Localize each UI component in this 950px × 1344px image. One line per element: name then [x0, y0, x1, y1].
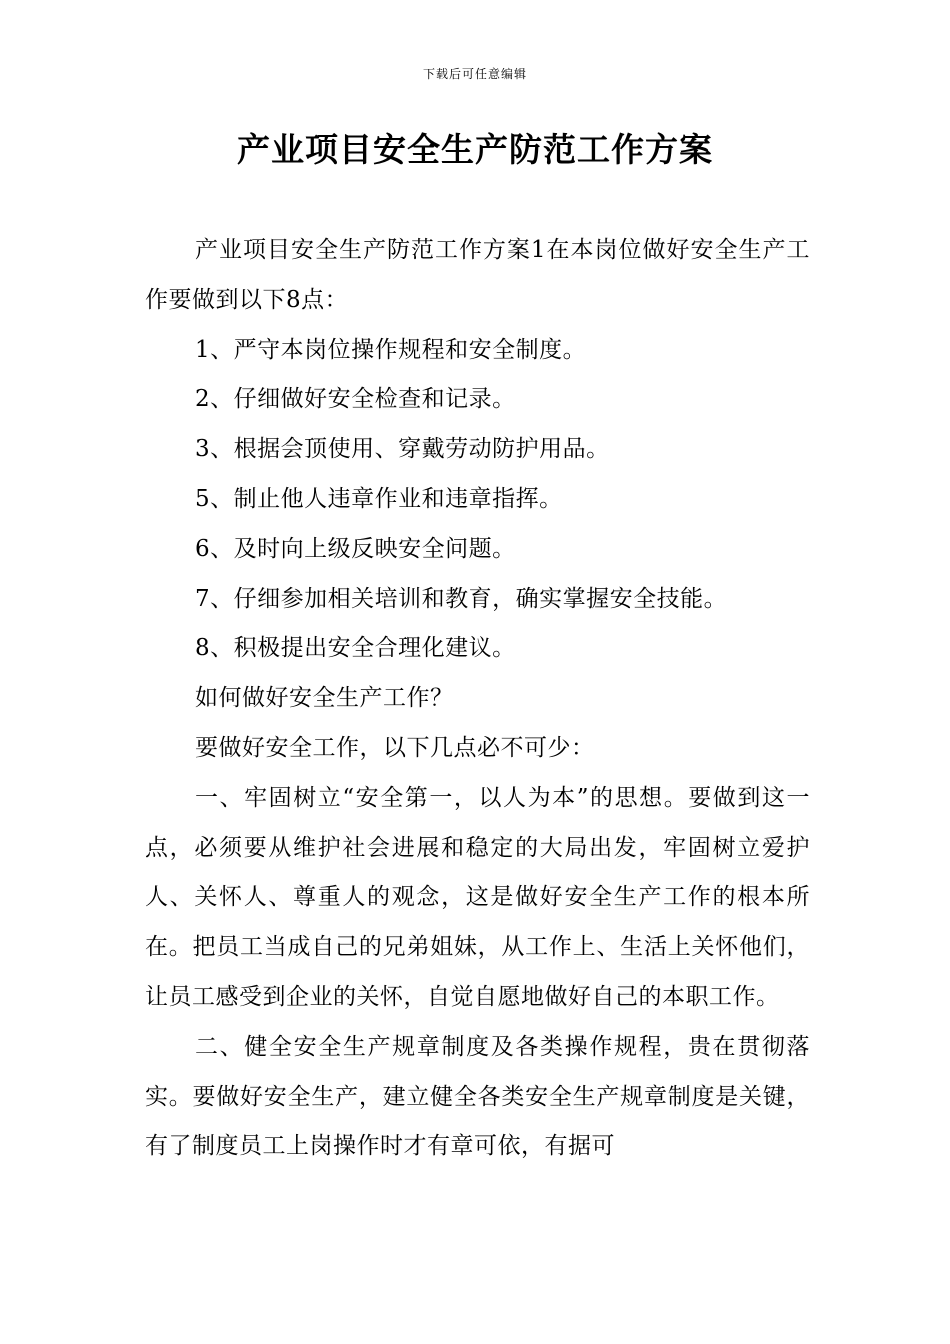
list-item-8: 8、积极提出安全合理化建议。: [195, 635, 516, 662]
list-item-6: 6、及时向上级反映安全问题。: [195, 535, 516, 562]
list-item-5: 5、制止他人违章作业和违章指挥。: [195, 485, 563, 512]
section-two-paragraph: 二、健全安全生产规章制度及各类操作规程，贵在贯彻落实。要做好安全生产，建立健全各类安全生产规章制度是关键，有了制度员工上岗操作时才有章可依，有据可: [145, 1033, 810, 1160]
list-item-1: 1、严守本岗位操作规程和安全制度。: [195, 336, 587, 363]
lead-paragraph: 要做好安全工作，以下几点必不可少：: [195, 734, 595, 761]
list-item-2: 2、仔细做好安全检查和记录。: [195, 386, 516, 413]
document-title: 产业项目安全生产防范工作方案: [237, 130, 713, 169]
paragraph-intro: 产业项目安全生产防范工作方案1在本岗位做好安全生产工作要做到以下8点：: [145, 237, 810, 313]
list-item-3: 3、根据会顶使用、穿戴劳动防护用品。: [195, 436, 610, 463]
document-body: [145, 226, 810, 1172]
section-one-paragraph: 一、牢固树立“安全第一，以人为本”的思想。要做到这一点，必须要从维护社会进展和稳定的大局出发，牢固树立爱护人、关怀人、尊重人的观念，这是做好安全生产工作的根本所在。把员工当成自己的兄弟姐妹，从工作上、生活上关怀他们，让员工感受到企业的关怀，自觉自愿地做好自己的本职工作。: [145, 784, 810, 1010]
question-paragraph: 如何做好安全生产工作？: [195, 685, 454, 712]
list-item-7: 7、仔细参加相关培训和教育，确实掌握安全技能。: [195, 585, 728, 612]
header-note: 下载后可任意编辑: [422, 67, 527, 81]
